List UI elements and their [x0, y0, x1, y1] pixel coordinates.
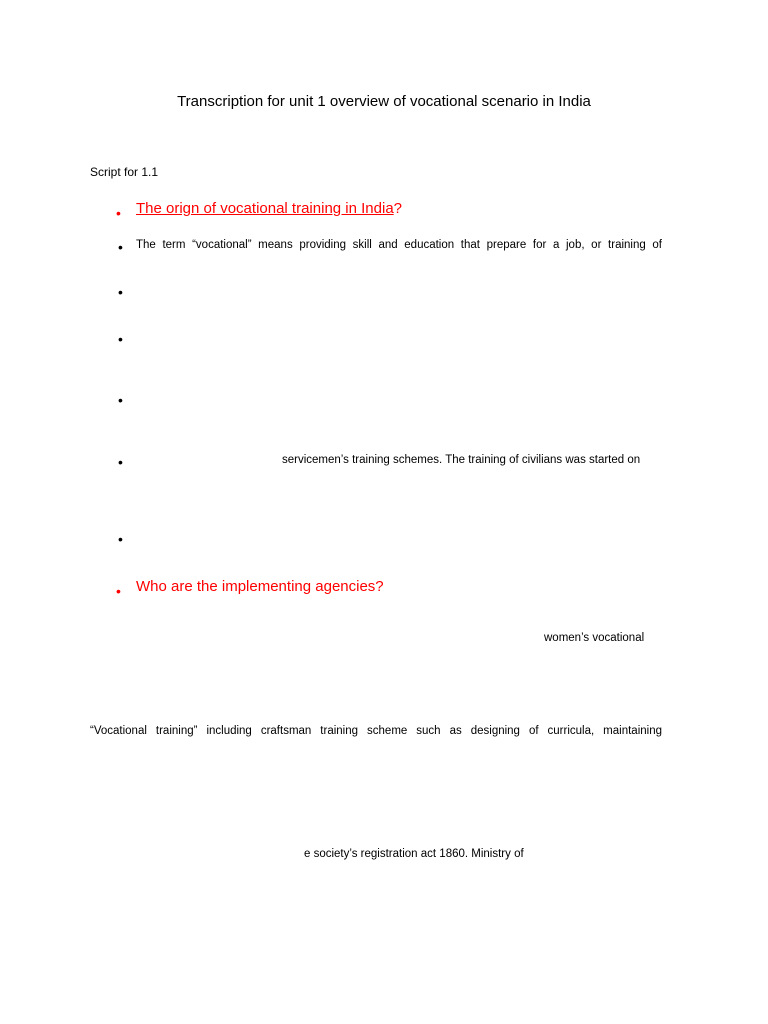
- section-heading-origin: [136, 200, 402, 217]
- paragraph-vocational-training: “Vocational training” including craftsman training scheme such as designing of curricula, maintaining: [90, 725, 662, 737]
- script-label: Script for 1.1: [90, 165, 159, 179]
- bullet-point-icon: •: [118, 239, 123, 255]
- heading-origin-suffix: ?: [393, 200, 403, 217]
- bullet-point-icon: •: [118, 331, 123, 347]
- heading-origin-text: The orign of vocational training in India: [136, 200, 394, 217]
- bullet-text-servicemen: servicemen’s training schemes. The training of civilians was started on: [282, 454, 641, 466]
- text-fragment-womens: women’s vocational: [544, 632, 645, 644]
- bullet-point-icon: •: [118, 284, 123, 300]
- bullet-point-icon: •: [118, 392, 123, 408]
- section-heading-agencies: Who are the implementing agencies?: [136, 578, 384, 595]
- bullet-text-vocational-term: The term “vocational” means providing skill and education that prepare for a job, or training of: [136, 239, 662, 251]
- text-fragment-society: e society’s registration act 1860. Ministry of: [304, 848, 524, 860]
- bullet-point-icon: •: [116, 205, 121, 221]
- bullet-point-icon: •: [118, 454, 123, 470]
- document-title: Transcription for unit 1 overview of vocational scenario in India: [177, 93, 591, 110]
- bullet-point-icon: •: [118, 531, 123, 547]
- bullet-point-icon: •: [116, 583, 121, 599]
